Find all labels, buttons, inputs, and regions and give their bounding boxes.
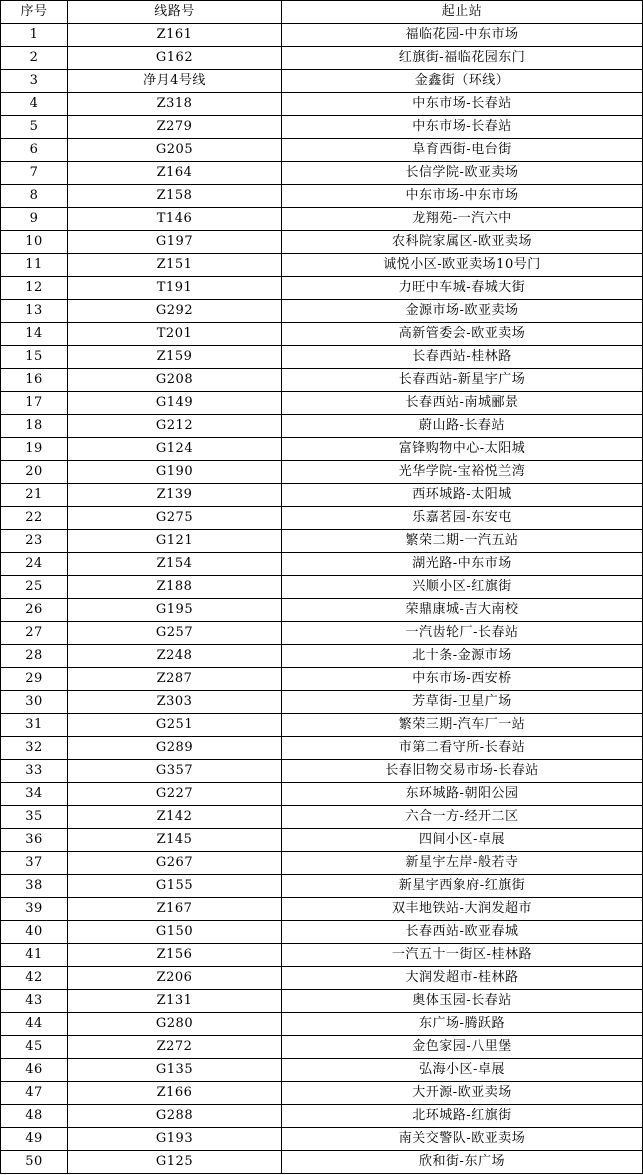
line-number-cell: T146 [68,208,282,231]
line-number-cell: G205 [68,139,282,162]
route-stops-cell: 红旗街-福临花园东门 [282,47,643,70]
table-row [1,139,643,162]
table-row [1,277,643,300]
seq-cell: 37 [1,852,68,875]
line-number-cell: G124 [68,438,282,461]
table-row [1,645,643,668]
table-row [1,530,643,553]
line-number-cell: T201 [68,323,282,346]
seq-cell: 48 [1,1105,68,1128]
table-row [1,1013,643,1036]
seq-cell: 28 [1,645,68,668]
table-row [1,162,643,185]
line-number-cell: G357 [68,760,282,783]
table-body [1,24,643,1174]
line-number-cell: Z188 [68,576,282,599]
route-stops-cell: 长春西站-南城郦景 [282,392,643,415]
table-row [1,737,643,760]
line-number-cell: Z131 [68,990,282,1013]
seq-cell: 10 [1,231,68,254]
line-number-cell: G212 [68,415,282,438]
seq-cell: 3 [1,70,68,93]
seq-cell: 34 [1,783,68,806]
seq-cell: 16 [1,369,68,392]
route-stops-cell: 奥体玉园-长春站 [282,990,643,1013]
route-stops-cell: 弘海小区-卓展 [282,1059,643,1082]
route-stops-cell: 繁荣三期-汽车厂一站 [282,714,643,737]
line-number-cell: G251 [68,714,282,737]
line-number-cell: T191 [68,277,282,300]
seq-cell: 49 [1,1128,68,1151]
seq-cell: 36 [1,829,68,852]
line-number-cell: G150 [68,921,282,944]
line-number-cell: Z142 [68,806,282,829]
seq-cell: 45 [1,1036,68,1059]
line-number-cell: Z318 [68,93,282,116]
table-row [1,875,643,898]
header-stops: 起止站 [282,1,643,24]
table-row [1,714,643,737]
table-row [1,1128,643,1151]
line-number-cell: G190 [68,461,282,484]
seq-cell: 26 [1,599,68,622]
route-stops-cell: 阜育西街-电台街 [282,139,643,162]
route-stops-cell: 长春旧物交易市场-长春站 [282,760,643,783]
table-row [1,806,643,829]
table-row [1,415,643,438]
seq-cell: 7 [1,162,68,185]
route-stops-cell: 光华学院-宝裕悦兰湾 [282,461,643,484]
line-number-cell: Z161 [68,24,282,47]
route-stops-cell: 富锋购物中心-太阳城 [282,438,643,461]
table-row [1,990,643,1013]
seq-cell: 8 [1,185,68,208]
table-row [1,254,643,277]
table-row [1,921,643,944]
route-stops-cell: 兴顺小区-红旗街 [282,576,643,599]
route-stops-cell: 福临花园-中东市场 [282,24,643,47]
seq-cell: 11 [1,254,68,277]
line-number-cell: G257 [68,622,282,645]
route-stops-cell: 市第二看守所-长春站 [282,737,643,760]
line-number-cell: Z287 [68,668,282,691]
route-stops-cell: 龙翔苑-一汽六中 [282,208,643,231]
line-number-cell: G195 [68,599,282,622]
seq-cell: 23 [1,530,68,553]
seq-cell: 2 [1,47,68,70]
line-number-cell: G125 [68,1151,282,1174]
route-stops-cell: 长春西站-桂林路 [282,346,643,369]
line-number-cell: G267 [68,852,282,875]
seq-cell: 4 [1,93,68,116]
table-row [1,944,643,967]
seq-cell: 40 [1,921,68,944]
route-stops-cell: 一汽五十一街区-桂林路 [282,944,643,967]
header-line: 线路号 [68,1,282,24]
table-row [1,1105,643,1128]
line-number-cell: G280 [68,1013,282,1036]
seq-cell: 9 [1,208,68,231]
table-row [1,300,643,323]
route-stops-cell: 诚悦小区-欧亚卖场10号门 [282,254,643,277]
line-number-cell: Z139 [68,484,282,507]
route-stops-cell: 芳草街-卫星广场 [282,691,643,714]
seq-cell: 43 [1,990,68,1013]
table-row [1,93,643,116]
line-number-cell: Z272 [68,1036,282,1059]
table-row [1,70,643,93]
line-number-cell: G155 [68,875,282,898]
table-row [1,622,643,645]
seq-cell: 27 [1,622,68,645]
line-number-cell: Z279 [68,116,282,139]
table-row [1,369,643,392]
seq-cell: 35 [1,806,68,829]
seq-cell: 17 [1,392,68,415]
route-stops-cell: 金源市场-欧亚卖场 [282,300,643,323]
table-row [1,599,643,622]
table-row [1,1036,643,1059]
line-number-cell: G288 [68,1105,282,1128]
line-number-cell: Z166 [68,1082,282,1105]
seq-cell: 22 [1,507,68,530]
route-stops-cell: 繁荣二期-一汽五站 [282,530,643,553]
route-stops-cell: 西环城路-太阳城 [282,484,643,507]
table-header-row [1,1,643,24]
line-number-cell: G149 [68,392,282,415]
route-stops-cell: 长信学院-欧亚卖场 [282,162,643,185]
table-row [1,967,643,990]
seq-cell: 32 [1,737,68,760]
table-row [1,208,643,231]
route-stops-cell: 东环城路-朝阳公园 [282,783,643,806]
seq-cell: 24 [1,553,68,576]
seq-cell: 31 [1,714,68,737]
table-row [1,553,643,576]
route-stops-cell: 长春西站-新星宇广场 [282,369,643,392]
seq-cell: 21 [1,484,68,507]
line-number-cell: G208 [68,369,282,392]
line-number-cell: Z167 [68,898,282,921]
seq-cell: 25 [1,576,68,599]
route-stops-cell: 欣和街-东广场 [282,1151,643,1174]
line-number-cell: G135 [68,1059,282,1082]
route-stops-cell: 中东市场-中东市场 [282,185,643,208]
table-row [1,461,643,484]
table-row [1,24,643,47]
seq-cell: 6 [1,139,68,162]
route-stops-cell: 农科院家属区-欧亚卖场 [282,231,643,254]
line-number-cell: Z248 [68,645,282,668]
line-number-cell: G227 [68,783,282,806]
seq-cell: 29 [1,668,68,691]
table-row [1,852,643,875]
route-stops-cell: 中东市场-西安桥 [282,668,643,691]
route-stops-cell: 大润发超市-桂林路 [282,967,643,990]
line-number-cell: 净月4号线 [68,70,282,93]
route-stops-cell: 荣鼎康城-吉大南校 [282,599,643,622]
table-row [1,438,643,461]
route-stops-cell: 南关交警队-欧亚卖场 [282,1128,643,1151]
table-row [1,760,643,783]
table-row [1,231,643,254]
table-row [1,829,643,852]
table-row [1,1082,643,1105]
route-stops-cell: 新星宇西象府-红旗街 [282,875,643,898]
table-row [1,346,643,369]
route-stops-cell: 新星宇左岸-般若寺 [282,852,643,875]
route-stops-cell: 东广场-腾跃路 [282,1013,643,1036]
route-stops-cell: 四间小区-卓展 [282,829,643,852]
route-stops-cell: 蔚山路-长春站 [282,415,643,438]
seq-cell: 42 [1,967,68,990]
line-number-cell: Z156 [68,944,282,967]
seq-cell: 39 [1,898,68,921]
route-stops-cell: 乐嘉茗园-东安屯 [282,507,643,530]
line-number-cell: Z164 [68,162,282,185]
line-number-cell: G289 [68,737,282,760]
route-stops-cell: 大开源-欧亚卖场 [282,1082,643,1105]
table-row [1,323,643,346]
line-number-cell: Z154 [68,553,282,576]
table-row [1,898,643,921]
route-stops-cell: 湖光路-中东市场 [282,553,643,576]
seq-cell: 19 [1,438,68,461]
route-stops-cell: 中东市场-长春站 [282,116,643,139]
table-row [1,1151,643,1174]
route-stops-cell: 高新管委会-欧亚卖场 [282,323,643,346]
table-row [1,116,643,139]
seq-cell: 14 [1,323,68,346]
route-stops-cell: 一汽齿轮厂-长春站 [282,622,643,645]
route-stops-cell: 力旺中车城-春城大街 [282,277,643,300]
table-row [1,691,643,714]
line-number-cell: Z159 [68,346,282,369]
table-row [1,47,643,70]
seq-cell: 47 [1,1082,68,1105]
line-number-cell: G197 [68,231,282,254]
route-stops-cell: 金色家园-八里堡 [282,1036,643,1059]
table-row [1,185,643,208]
table-row [1,392,643,415]
seq-cell: 38 [1,875,68,898]
header-seq: 序号 [1,1,68,24]
route-stops-cell: 北环城路-红旗街 [282,1105,643,1128]
seq-cell: 18 [1,415,68,438]
seq-cell: 41 [1,944,68,967]
route-stops-cell: 长春西站-欧亚春城 [282,921,643,944]
seq-cell: 46 [1,1059,68,1082]
seq-cell: 30 [1,691,68,714]
route-stops-cell: 北十条-金源市场 [282,645,643,668]
route-stops-cell: 金鑫街（环线） [282,70,643,93]
line-number-cell: Z151 [68,254,282,277]
line-number-cell: G275 [68,507,282,530]
line-number-cell: Z158 [68,185,282,208]
route-stops-cell: 双丰地铁站-大润发超市 [282,898,643,921]
route-stops-cell: 六合一方-经开二区 [282,806,643,829]
seq-cell: 44 [1,1013,68,1036]
table-row [1,484,643,507]
table-row [1,668,643,691]
seq-cell: 15 [1,346,68,369]
line-number-cell: G162 [68,47,282,70]
table-row [1,576,643,599]
seq-cell: 12 [1,277,68,300]
line-number-cell: G121 [68,530,282,553]
table-row [1,783,643,806]
line-number-cell: Z206 [68,967,282,990]
line-number-cell: Z303 [68,691,282,714]
seq-cell: 33 [1,760,68,783]
route-stops-cell: 中东市场-长春站 [282,93,643,116]
seq-cell: 1 [1,24,68,47]
table-row [1,507,643,530]
line-number-cell: G292 [68,300,282,323]
line-number-cell: G193 [68,1128,282,1151]
seq-cell: 20 [1,461,68,484]
line-number-cell: Z145 [68,829,282,852]
seq-cell: 5 [1,116,68,139]
table-row [1,1059,643,1082]
seq-cell: 13 [1,300,68,323]
seq-cell: 50 [1,1151,68,1174]
